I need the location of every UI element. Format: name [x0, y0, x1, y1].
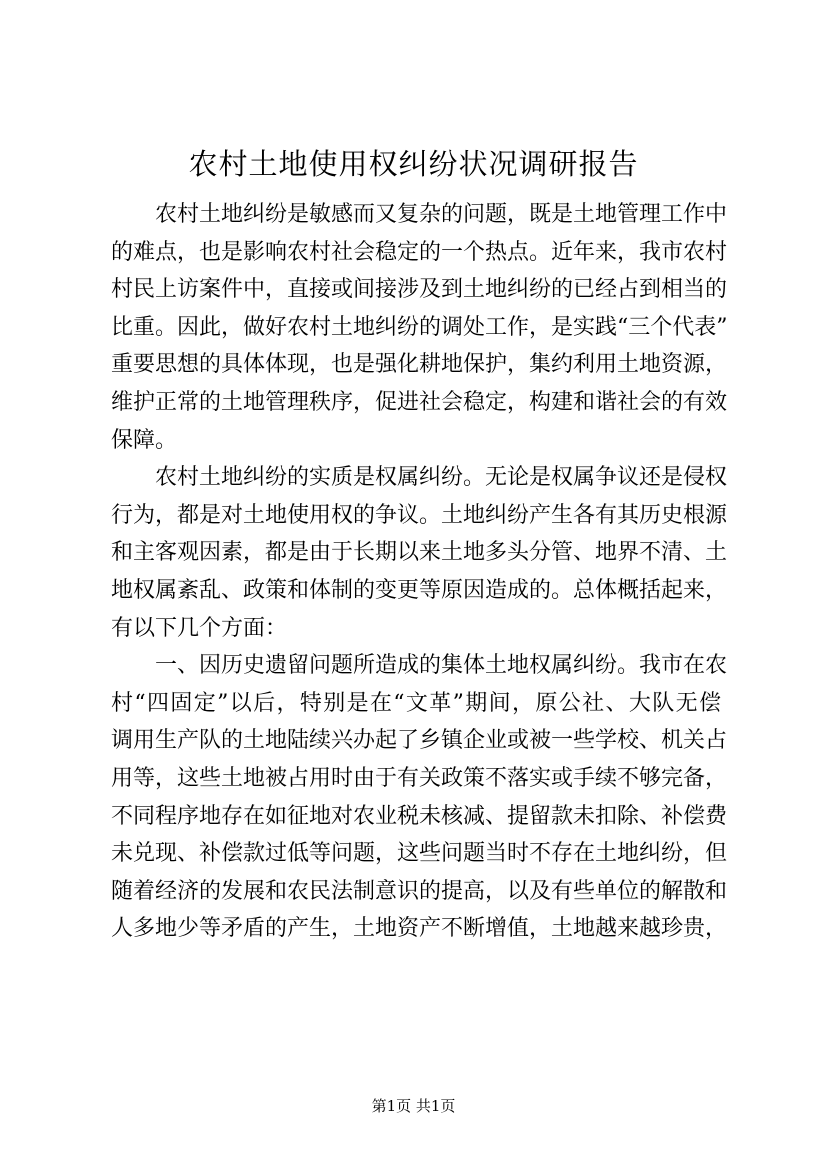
paragraph-3-line-6: 未兑现、补偿款过低等问题，这些问题当时不存在土地纠纷，但 — [111, 841, 728, 867]
paragraph-3-line-2: 村“四固定”以后，特别是在“文革”期间，原公社、大队无偿 — [111, 690, 721, 716]
paragraph-3-line-7: 随着经济的发展和农民法制意识的提高，以及有些单位的解散和 — [111, 878, 728, 904]
paragraph-1-line-4: 比重。因此，做好农村土地纠纷的调处工作，是实践“三个代表” — [111, 314, 728, 340]
document-title: 农村土地使用权纠纷状况调研报告 — [188, 147, 639, 181]
paragraph-1-line-3: 村民上访案件中，直接或间接涉及到土地纠纷的已经占到相当的 — [111, 277, 728, 303]
paragraph-1-line-7: 保障。 — [111, 427, 178, 453]
paragraph-3-line-4: 用等，这些土地被占用时由于有关政策不落实或手续不够完备， — [111, 765, 728, 791]
page-footer: 第1页 共1页 — [371, 1097, 456, 1115]
paragraph-3-line-8: 人多地少等矛盾的产生，土地资产不断增值，土地越来越珍贵， — [111, 916, 728, 942]
paragraph-2-line-4: 地权属紊乱、政策和体制的变更等原因造成的。总体概括起来， — [111, 577, 728, 603]
paragraph-1-line-2: 的难点，也是影响农村社会稳定的一个热点。近年来，我市农村 — [111, 239, 728, 265]
paragraph-2-line-5: 有以下几个方面： — [111, 615, 288, 641]
paragraph-2-line-2: 行为，都是对土地使用权的争议。土地纠纷产生各有其历史根源 — [111, 502, 728, 528]
paragraph-3-line-5: 不同程序地存在如征地对农业税未核减、提留款未扣除、补偿费 — [111, 803, 728, 829]
paragraph-1-line-6: 维护正常的土地管理秩序，促进社会稳定，构建和谐社会的有效 — [111, 389, 728, 415]
paragraph-3-line-3: 调用生产队的土地陆续兴办起了乡镇企业或被一些学校、机关占 — [111, 728, 728, 754]
paragraph-1-line-1: 农村土地纠纷是敏感而又复杂的问题，既是土地管理工作中 — [155, 202, 728, 227]
paragraph-1-line-5: 重要思想的具体体现，也是强化耕地保护，集约利用土地资源， — [111, 352, 728, 378]
paragraph-2-line-3: 和主客观因素，都是由于长期以来土地多头分管、地界不清、土 — [111, 540, 728, 566]
paragraph-2-line-1: 农村土地纠纷的实质是权属纠纷。无论是权属争议还是侵权 — [155, 465, 728, 491]
document-body — [111, 196, 728, 948]
paragraph-3-line-1: 一、因历史遗留问题所造成的集体土地权属纠纷。我市在农 — [155, 653, 728, 679]
